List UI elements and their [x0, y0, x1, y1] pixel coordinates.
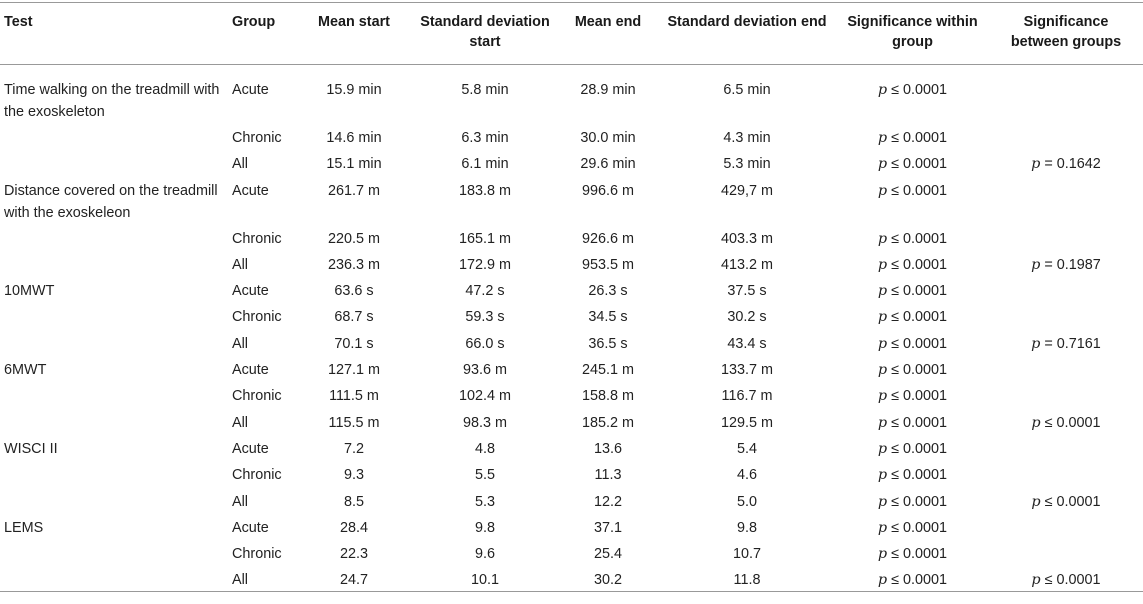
cell-mean-start: 127.1 m — [328, 362, 380, 379]
cell-mean-start: 220.5 m — [328, 230, 380, 247]
cell-sd-end: 5.0 — [736, 493, 757, 510]
cell-sd-end: 9.8 — [736, 519, 757, 536]
cell-mean-start: 111.5 m — [329, 388, 379, 405]
cell-sig-between — [989, 176, 1143, 224]
header-row — [0, 3, 1143, 65]
cell-sig-within: p ≤ 0.0001 — [877, 335, 948, 352]
cell-sd-end: 30.2 s — [727, 309, 767, 326]
cell-sig-within: p ≤ 0.0001 — [877, 156, 948, 173]
cell-sd-start: 6.3 min — [461, 130, 509, 146]
cell-sd-end: 403.3 m — [721, 230, 773, 247]
cell-sd-end: 4.6 — [736, 467, 757, 484]
cell-group: All — [232, 414, 248, 431]
cell-mean-end: 926.6 m — [582, 230, 634, 247]
cell-mean-start: 15.9 min — [326, 82, 382, 98]
cell-sig-between: p ≤ 0.0001 — [1031, 493, 1101, 510]
cell-sd-end: 129.5 m — [721, 414, 773, 431]
cell-group: Acute — [232, 362, 269, 379]
cell-sd-start: 6.1 min — [461, 156, 509, 173]
cell-group: Acute — [232, 82, 269, 98]
table-row — [0, 355, 1143, 381]
cell-mean-end: 12.2 — [593, 493, 622, 510]
cell-sig-within: p ≤ 0.0001 — [877, 467, 948, 484]
cell-mean-end: 185.2 m — [582, 414, 634, 431]
cell-mean-end: 37.1 — [593, 519, 622, 536]
cell-group: All — [232, 335, 248, 352]
cell-sig-between — [989, 224, 1143, 250]
cell-sd-end: 5.4 — [736, 440, 757, 457]
header-sig-between: Significance between groups — [1010, 14, 1122, 50]
cell-test — [0, 487, 228, 513]
table-row — [0, 381, 1143, 407]
table-row — [0, 250, 1143, 276]
cell-sig-between — [989, 513, 1143, 539]
cell-mean-end: 996.6 m — [582, 182, 634, 199]
cell-mean-end: 30.2 — [593, 572, 622, 589]
cell-group: All — [232, 256, 248, 273]
cell-mean-start: 9.3 — [343, 467, 364, 484]
header-mean-end: Mean end — [574, 14, 642, 30]
cell-sig-between — [989, 381, 1143, 407]
cell-sd-start: 47.2 s — [465, 283, 505, 300]
table-row — [0, 513, 1143, 539]
cell-sig-within: p ≤ 0.0001 — [877, 414, 948, 431]
cell-mean-end: 11.3 — [594, 467, 622, 484]
cell-sig-within: p ≤ 0.0001 — [877, 440, 948, 457]
cell-sd-start: 5.3 — [474, 493, 495, 510]
cell-sd-end: 43.4 s — [727, 335, 767, 352]
cell-group: Acute — [232, 182, 269, 199]
cell-sd-end: 116.7 m — [721, 388, 773, 405]
cell-sd-start: 10.1 — [470, 572, 499, 589]
cell-sd-start: 9.8 — [474, 519, 495, 536]
table-row — [0, 302, 1143, 328]
cell-mean-start: 7.2 — [343, 440, 364, 457]
table-row — [0, 176, 1143, 224]
table-row — [0, 408, 1143, 434]
cell-test — [0, 329, 228, 355]
cell-group: All — [232, 156, 248, 173]
cell-sig-within: p ≤ 0.0001 — [877, 572, 948, 589]
cell-sig-within: p ≤ 0.0001 — [877, 519, 948, 536]
cell-sd-end: 6.5 min — [723, 82, 771, 98]
cell-sd-start: 165.1 m — [459, 230, 511, 247]
cell-mean-end: 34.5 s — [588, 309, 628, 326]
cell-sd-start: 98.3 m — [463, 414, 507, 431]
header-test: Test — [4, 14, 33, 30]
cell-group: All — [232, 493, 248, 510]
cell-test — [0, 250, 228, 276]
cell-sd-end: 10.7 — [732, 546, 761, 563]
table-row — [0, 65, 1143, 124]
header-mean-start: Mean start — [318, 14, 390, 30]
cell-mean-start: 15.1 min — [326, 156, 382, 173]
cell-sig-within: p ≤ 0.0001 — [877, 362, 948, 379]
table-row — [0, 149, 1143, 175]
cell-group: Acute — [232, 440, 269, 457]
cell-sig-within: p ≤ 0.0001 — [877, 182, 948, 199]
results-table — [0, 2, 1143, 592]
cell-sig-within: p ≤ 0.0001 — [877, 283, 948, 300]
table-row — [0, 329, 1143, 355]
cell-sd-end: 413.2 m — [721, 256, 773, 273]
table-row — [0, 276, 1143, 302]
table-row — [0, 487, 1143, 513]
cell-test: 6MWT — [4, 362, 47, 379]
cell-sd-start: 183.8 m — [459, 182, 511, 199]
table-row — [0, 224, 1143, 250]
cell-mean-end: 245.1 m — [582, 362, 634, 379]
cell-sig-within: p ≤ 0.0001 — [877, 309, 948, 326]
cell-mean-start: 115.5 m — [328, 414, 380, 431]
cell-mean-start: 236.3 m — [328, 256, 380, 273]
table-row — [0, 539, 1143, 565]
table-body — [0, 65, 1143, 592]
cell-sig-between — [989, 355, 1143, 381]
cell-group: Acute — [232, 283, 269, 300]
cell-mean-start: 261.7 m — [328, 182, 380, 199]
cell-mean-start: 14.6 min — [326, 130, 382, 146]
cell-sd-end: 37.5 s — [727, 283, 767, 300]
header-sd-start: Standard deviation start — [420, 14, 550, 50]
cell-sig-within: p ≤ 0.0001 — [877, 82, 948, 98]
cell-sd-end: 133.7 m — [721, 362, 773, 379]
cell-test: WISCI II — [4, 440, 58, 457]
cell-test — [0, 565, 228, 592]
cell-sd-end: 429,7 m — [721, 182, 773, 199]
cell-group: Chronic — [232, 309, 282, 326]
cell-test — [0, 224, 228, 250]
cell-mean-start: 28.4 — [339, 519, 368, 536]
cell-sig-within: p ≤ 0.0001 — [877, 130, 948, 146]
cell-sig-between — [989, 460, 1143, 486]
cell-test: Time walking on the treadmill with the exoskeleton — [4, 82, 220, 120]
header-sig-within: Significance within group — [847, 14, 978, 50]
table-row — [0, 434, 1143, 460]
cell-sig-between — [989, 123, 1143, 149]
cell-group: Acute — [232, 519, 269, 536]
cell-sd-end: 4.3 min — [723, 130, 771, 146]
cell-sig-within: p ≤ 0.0001 — [877, 493, 948, 510]
cell-group: Chronic — [232, 230, 282, 247]
cell-sig-between: p = 0.1642 — [1031, 156, 1101, 173]
cell-mean-start: 8.5 — [343, 493, 364, 510]
table-row — [0, 460, 1143, 486]
cell-sd-start: 172.9 m — [459, 256, 511, 273]
cell-sd-end: 11.8 — [733, 572, 761, 589]
cell-sig-between: p = 0.1987 — [1031, 256, 1101, 273]
cell-test: Distance covered on the treadmill with the exoskeleon — [4, 182, 218, 221]
cell-test — [0, 381, 228, 407]
cell-test — [0, 539, 228, 565]
cell-group: All — [232, 572, 248, 589]
cell-group: Chronic — [232, 467, 282, 484]
cell-sig-within: p ≤ 0.0001 — [877, 256, 948, 273]
cell-sd-start: 5.5 — [474, 467, 495, 484]
cell-sd-start: 59.3 s — [465, 309, 505, 326]
cell-mean-end: 158.8 m — [582, 388, 634, 405]
header-sd-end: Standard deviation end — [667, 14, 827, 30]
cell-sd-start: 5.8 min — [461, 82, 509, 98]
cell-mean-end: 36.5 s — [588, 335, 628, 352]
cell-mean-start: 68.7 s — [334, 309, 374, 326]
header-group: Group — [232, 14, 276, 30]
cell-test — [0, 460, 228, 486]
cell-sd-end: 5.3 min — [723, 156, 771, 173]
cell-sd-start: 4.8 — [474, 440, 495, 457]
cell-mean-end: 29.6 min — [580, 156, 636, 173]
table-row — [0, 565, 1143, 592]
cell-mean-end: 26.3 s — [588, 283, 628, 300]
cell-sig-between — [989, 302, 1143, 328]
cell-mean-end: 28.9 min — [580, 82, 636, 98]
cell-sd-start: 9.6 — [474, 546, 495, 563]
cell-sig-within: p ≤ 0.0001 — [877, 388, 948, 405]
cell-sig-between: p = 0.7161 — [1031, 335, 1101, 352]
cell-group: Chronic — [232, 546, 282, 563]
cell-sd-start: 102.4 m — [459, 388, 511, 405]
cell-sig-between: p ≤ 0.0001 — [1031, 572, 1101, 589]
cell-sig-between — [989, 65, 1143, 124]
cell-mean-end: 25.4 — [593, 546, 622, 563]
cell-test: LEMS — [4, 519, 44, 536]
cell-mean-end: 30.0 min — [580, 130, 636, 146]
cell-sig-between: p ≤ 0.0001 — [1031, 414, 1101, 431]
cell-test — [0, 149, 228, 175]
cell-test: 10MWT — [4, 283, 55, 300]
cell-sig-between — [989, 539, 1143, 565]
cell-sig-within: p ≤ 0.0001 — [877, 230, 948, 247]
cell-test — [0, 123, 228, 149]
cell-mean-start: 63.6 s — [334, 283, 374, 300]
cell-test — [0, 302, 228, 328]
cell-sig-between — [989, 276, 1143, 302]
cell-sd-start: 66.0 s — [465, 335, 505, 352]
table-row — [0, 123, 1143, 149]
cell-sig-within: p ≤ 0.0001 — [877, 546, 948, 563]
cell-mean-start: 22.3 — [339, 546, 368, 563]
cell-sd-start: 93.6 m — [463, 362, 507, 379]
cell-mean-end: 953.5 m — [582, 256, 634, 273]
table-header — [0, 3, 1143, 65]
cell-group: Chronic — [232, 130, 282, 146]
cell-group: Chronic — [232, 388, 282, 405]
cell-mean-start: 24.7 — [339, 572, 368, 589]
cell-mean-end: 13.6 — [593, 440, 622, 457]
cell-sig-between — [989, 434, 1143, 460]
cell-mean-start: 70.1 s — [334, 335, 374, 352]
cell-test — [0, 408, 228, 434]
